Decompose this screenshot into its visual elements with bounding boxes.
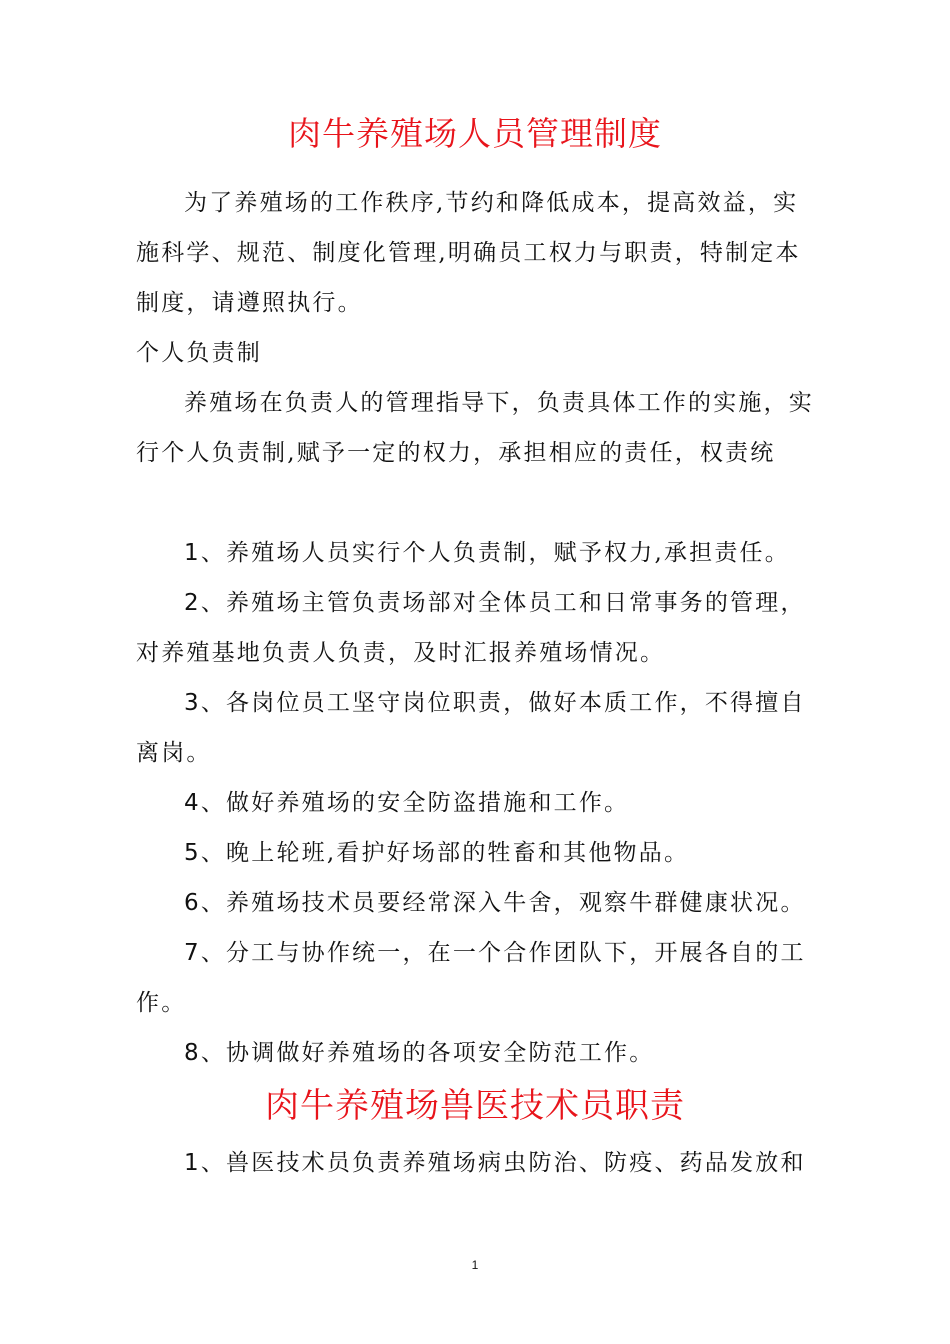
list-item [136, 1028, 826, 1078]
item-text: 、兽医技术员负责养殖场病虫防治、防疫、药品发放和 [200, 1150, 806, 1176]
item-text: 、分工与协作统一，在一个合作团队下，开展各自的工 [200, 940, 806, 966]
item-number: 7 [184, 940, 201, 966]
list-item [136, 528, 826, 578]
item-number: 1 [184, 540, 201, 566]
item-number: 5 [184, 840, 201, 866]
item-number: 8 [184, 1040, 201, 1066]
item-number: 2 [184, 590, 201, 616]
list-item [136, 578, 826, 678]
item-text: 、各岗位员工坚守岗位职责，做好本质工作，不得擅自 [200, 690, 806, 716]
list-item [136, 1138, 826, 1188]
item-number: 6 [184, 890, 201, 916]
item-text: 、养殖场主管负责场部对全体员工和日常事务的管理， [200, 590, 806, 616]
list-item [136, 678, 826, 778]
list-item [136, 828, 826, 878]
item-text: 、晚上轮班,看护好场部的牲畜和其他物品。 [200, 840, 690, 866]
intro-line: 为了养殖场的工作秩序,节约和降低成本，提高效益，实 [184, 190, 799, 216]
list-item [136, 928, 826, 1028]
item-text: 离岗。 [136, 740, 212, 766]
item-text: 对养殖基地负责人负责，及时汇报养殖场情况。 [136, 640, 666, 666]
section-paragraph [136, 378, 826, 478]
document-title: 肉牛养殖场人员管理制度 [288, 114, 662, 153]
item-number: 4 [184, 790, 201, 816]
section-line: 养殖场在负责人的管理指导下，负责具体工作的实施，实 [184, 390, 814, 416]
list-item [136, 778, 826, 828]
list-item [136, 878, 826, 928]
page-number: 1 [471, 1258, 479, 1272]
item-number: 3 [184, 690, 201, 716]
item-text: 、养殖场人员实行个人负责制，赋予权力,承担责任。 [200, 540, 790, 566]
item-text: 、做好养殖场的安全防盗措施和工作。 [200, 790, 630, 816]
item-text: 作。 [136, 990, 187, 1016]
intro-line: 制度，请遵照执行。 [136, 290, 363, 316]
intro-paragraph [136, 178, 826, 328]
section-title: 肉牛养殖场兽医技术员职责 [265, 1086, 685, 1126]
item-number: 1 [184, 1150, 201, 1176]
section-line: 行个人负责制,赋予一定的权力，承担相应的责任，权责统 [136, 440, 776, 466]
item-text: 、养殖场技术员要经常深入牛舍，观察牛群健康状况。 [200, 890, 806, 916]
intro-line: 施科学、规范、制度化管理,明确员工权力与职责，特制定本 [136, 240, 801, 266]
section-heading: 个人负责制 [136, 340, 262, 366]
item-text: 、协调做好养殖场的各项安全防范工作。 [200, 1040, 655, 1066]
